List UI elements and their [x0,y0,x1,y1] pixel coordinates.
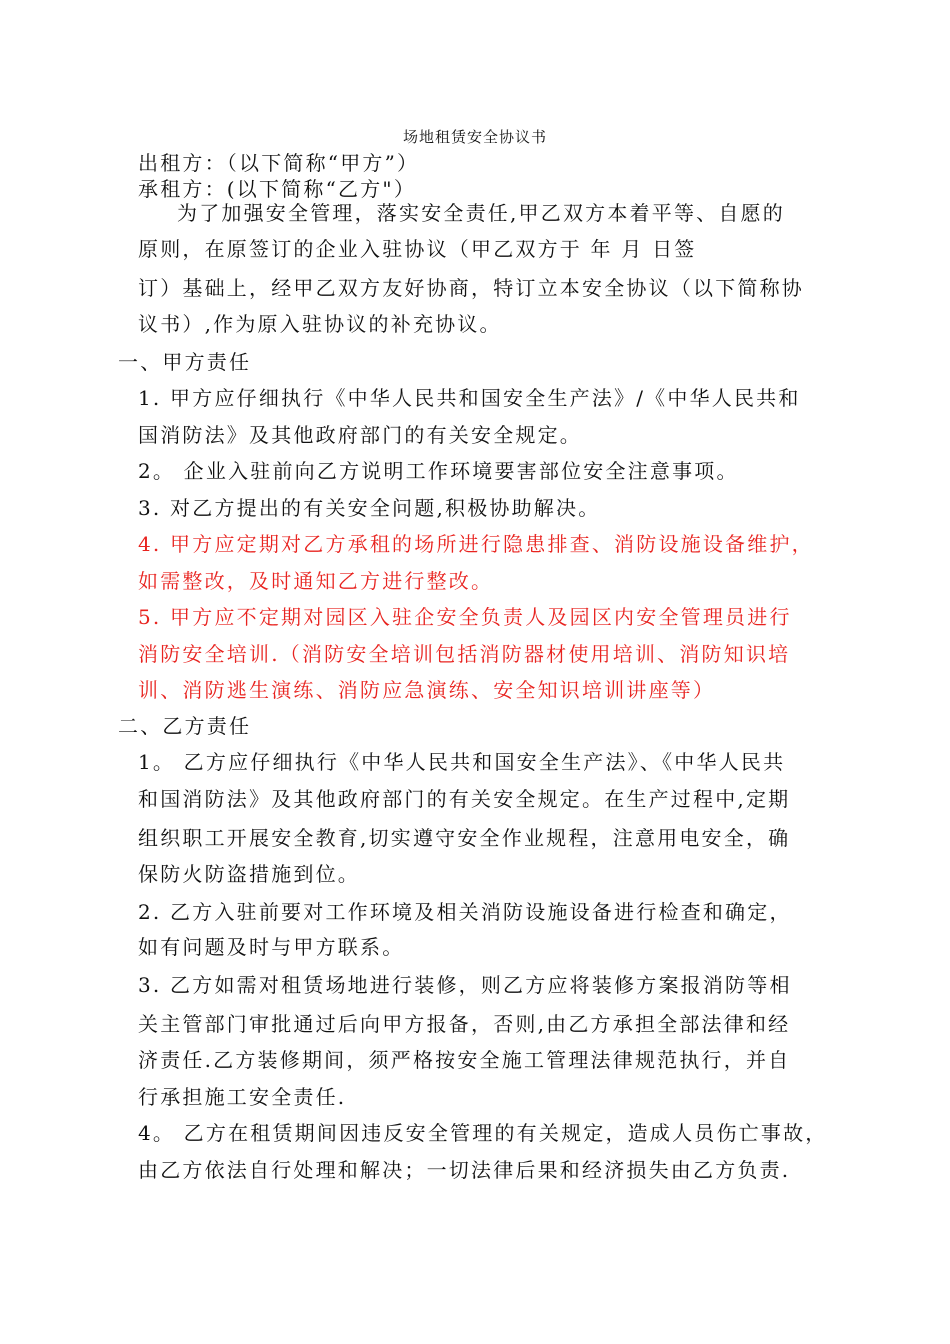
clause-line: 行承担施工安全责任. [138,1085,347,1109]
clause-line: 济责任.乙方装修期间，须严格按安全施工管理法律规范执行，并自 [138,1048,791,1072]
lessee-line: 承租方：(以下简称“乙方"） [138,177,417,201]
intro-line: 议书）,作为原入驻协议的补充协议。 [138,312,502,336]
clause-line-highlight: 训、消防逃生演练、消防应急演练、安全知识培训讲座等） [138,678,716,702]
clause-line: 2. 乙方入驻前要对工作环境及相关消防设施设备进行检查和确定， [138,900,792,924]
clause-line: 保防火防盗措施到位。 [138,862,360,886]
clause-line: 关主管部门审批通过后向甲方报备，否则,由乙方承担全部法律和经 [138,1012,791,1036]
document-title: 场地租赁安全协议书 [402,128,547,146]
clause-line: 2。 企业入驻前向乙方说明工作环境要害部位安全注意事项。 [138,459,739,483]
clause-line: 如有问题及时与甲方联系。 [138,935,405,959]
clause-line: 3. 乙方如需对租赁场地进行装修，则乙方应将装修方案报消防等相 [138,973,792,997]
section-heading-party-b: 二、乙方责任 [118,714,252,738]
section-heading-party-a: 一、甲方责任 [118,350,252,374]
intro-line: 原则，在原签订的企业入驻协议（甲乙双方于 年 月 日签 [138,237,697,261]
clause-line-highlight: 消防安全培训.（消防安全培训包括消防器材使用培训、消防知识培 [138,642,791,666]
clause-line: 4。 乙方在租赁期间因违反安全管理的有关规定，造成人员伤亡事故， [138,1121,828,1145]
clause-line: 组织职工开展安全教育,切实遵守安全作业规程，注意用电安全，确 [138,826,791,850]
clause-line: 和国消防法》及其他政府部门的有关安全规定。在生产过程中,定期 [138,787,791,811]
intro-line: 为了加强安全管理，落实安全责任,甲乙双方本着平等、自愿的 [177,201,785,225]
clause-line: 3. 对乙方提出的有关安全问题,积极协助解决。 [138,496,601,520]
intro-line: 订）基础上，经甲乙双方友好协商，特订立本安全协议（以下简称协 [138,276,804,300]
clause-line: 1. 甲方应仔细执行《中华人民共和国安全生产法》/《中华人民共和 [138,386,801,410]
clause-line-highlight: 4. 甲方应定期对乙方承租的场所进行隐患排查、消防设施设备维护， [138,532,814,556]
clause-line: 国消防法》及其他政府部门的有关安全规定。 [138,423,582,447]
clause-line: 由乙方依法自行处理和解决；一切法律后果和经济损失由乙方负责. [138,1158,791,1182]
clause-line-highlight: 5. 甲方应不定期对园区入驻企安全负责人及园区内安全管理员进行 [138,605,792,629]
lessor-line: 出租方：（以下简称“甲方”） [138,151,420,175]
clause-line: 1。 乙方应仔细执行《中华人民共和国安全生产法》、《中华人民共 [138,750,786,774]
clause-line-highlight: 如需整改，及时通知乙方进行整改。 [138,569,494,593]
